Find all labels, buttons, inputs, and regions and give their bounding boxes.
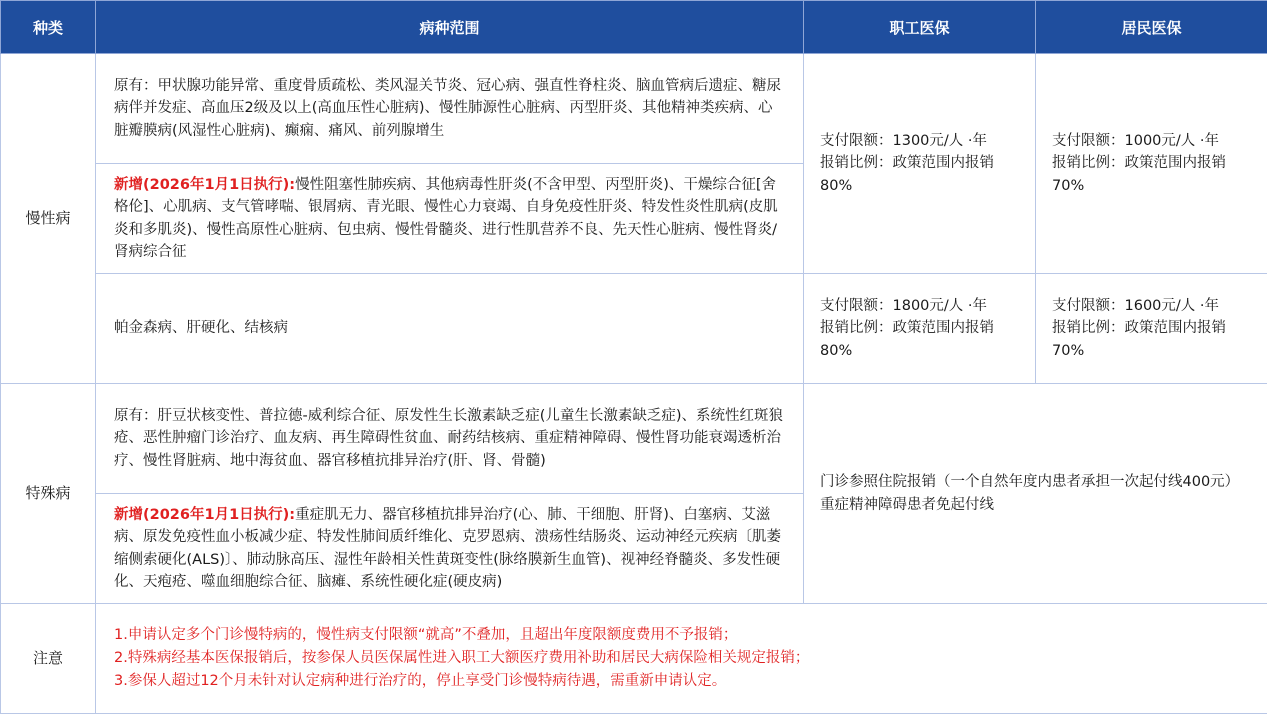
chronic-employee-limit-1: 支付限额：1300元/人 ·年 [820, 130, 1019, 153]
chronic-new-text: 慢性阻塞性肺疾病、其他病毒性肝炎(不含甲型、丙型肝炎)、干燥综合征[舍格伦]、心肌病、支气管哮喘、银屑病、青光眼、慢性心力衰竭、自身免疫性肝炎、特发性炎性肌病(皮肌炎和多肌炎)、慢性高原性心脏病、包虫病、慢性骨髓炎、进行性肌营养不良、先天性心脏病、慢性肾炎/肾病综合征 [114, 177, 778, 261]
chronic-resident-limit-1: 支付限额：1000元/人 ·年 [1052, 130, 1251, 153]
chronic-resident-ratio-1: 报销比例：政策范围内报销70% [1052, 152, 1251, 197]
table-header-row [1, 1, 1267, 54]
chronic-row-original [1, 54, 1267, 164]
chronic-employee-limit-2: 支付限额：1800元/人 ·年 [820, 295, 1019, 318]
chronic-employee-payment-1 [804, 54, 1036, 274]
special-row-original [1, 384, 1267, 494]
special-payment-line-1: 门诊参照住院报销（一个自然年度内患者承担一次起付线400元） [820, 471, 1251, 494]
chronic-new-tag: 新增(2026年1月1日执行): [114, 177, 295, 193]
header-resident-insurance: 居民医保 [1036, 1, 1267, 54]
chronic-original-diseases: 原有：甲状腺功能异常、重度骨质疏松、类风湿关节炎、冠心病、强直性脊柱炎、脑血管病后遗症、糖尿病伴并发症、高血压2级及以上(高血压性心脏病)、慢性肺源性心脏病、丙型肝炎、其他精神类疾病、心脏瓣膜病(风湿性心脏病)、癫痫、痛风、前列腺增生 [96, 54, 804, 164]
chronic-row-group2 [1, 274, 1267, 384]
chronic-employee-ratio-2: 报销比例：政策范围内报销80% [820, 317, 1019, 362]
category-chronic: 慢性病 [1, 54, 96, 384]
chronic-employee-ratio-1: 报销比例：政策范围内报销80% [820, 152, 1019, 197]
header-disease-scope: 病种范围 [96, 1, 804, 54]
special-new-tag: 新增(2026年1月1日执行): [114, 507, 295, 523]
chronic-resident-payment-2 [1036, 274, 1267, 384]
category-special: 特殊病 [1, 384, 96, 604]
chronic-resident-limit-2: 支付限额：1600元/人 ·年 [1052, 295, 1251, 318]
notes-content [96, 604, 1267, 714]
category-notes: 注意 [1, 604, 96, 714]
chronic-resident-payment-1 [1036, 54, 1267, 274]
special-new-diseases [96, 494, 804, 604]
chronic-resident-ratio-2: 报销比例：政策范围内报销70% [1052, 317, 1251, 362]
chronic-employee-payment-2 [804, 274, 1036, 384]
header-category: 种类 [1, 1, 96, 54]
chronic-new-diseases [96, 164, 804, 274]
note-item-3: 3.参保人超过12个月未针对认定病种进行治疗的，停止享受门诊慢特病待遇，需重新申请认定。 [114, 670, 1249, 693]
special-original-diseases: 原有：肝豆状核变性、普拉德-威利综合征、原发性生长激素缺乏症(儿童生长激素缺乏症)、系统性红斑狼疮、恶性肿瘤门诊治疗、血友病、再生障碍性贫血、耐药结核病、重症精神障碍、慢性肾功能衰竭透析治疗、慢性肾脏病、地中海贫血、器官移植抗排异治疗(肝、肾、骨髓) [96, 384, 804, 494]
special-new-text: 重症肌无力、器官移植抗排异治疗(心、肺、干细胞、肝肾)、白塞病、艾滋病、原发免疫性血小板减少症、特发性肺间质纤维化、克罗恩病、溃疡性结肠炎、运动神经元疾病〔肌萎缩侧索硬化(ALS)〕、肺动脉高压、湿性年龄相关性黄斑变性(脉络膜新生血管)、视神经脊髓炎、多发性硬化、天疱疮、噬血细胞综合征、脑瘫、系统性硬化症(硬皮病) [114, 507, 781, 591]
note-item-2: 2.特殊病经基本医保报销后，按参保人员医保属性进入职工大额医疗费用补助和居民大病保险相关规定报销； [114, 647, 1249, 670]
chronic-group2-diseases: 帕金森病、肝硬化、结核病 [96, 274, 804, 384]
special-payment-line-2: 重症精神障碍患者免起付线 [820, 494, 1251, 517]
note-item-1: 1.申请认定多个门诊慢特病的，慢性病支付限额“就高”不叠加，且超出年度限额度费用不予报销； [114, 624, 1249, 647]
notes-row [1, 604, 1267, 714]
special-payment [804, 384, 1267, 604]
header-employee-insurance: 职工医保 [804, 1, 1036, 54]
